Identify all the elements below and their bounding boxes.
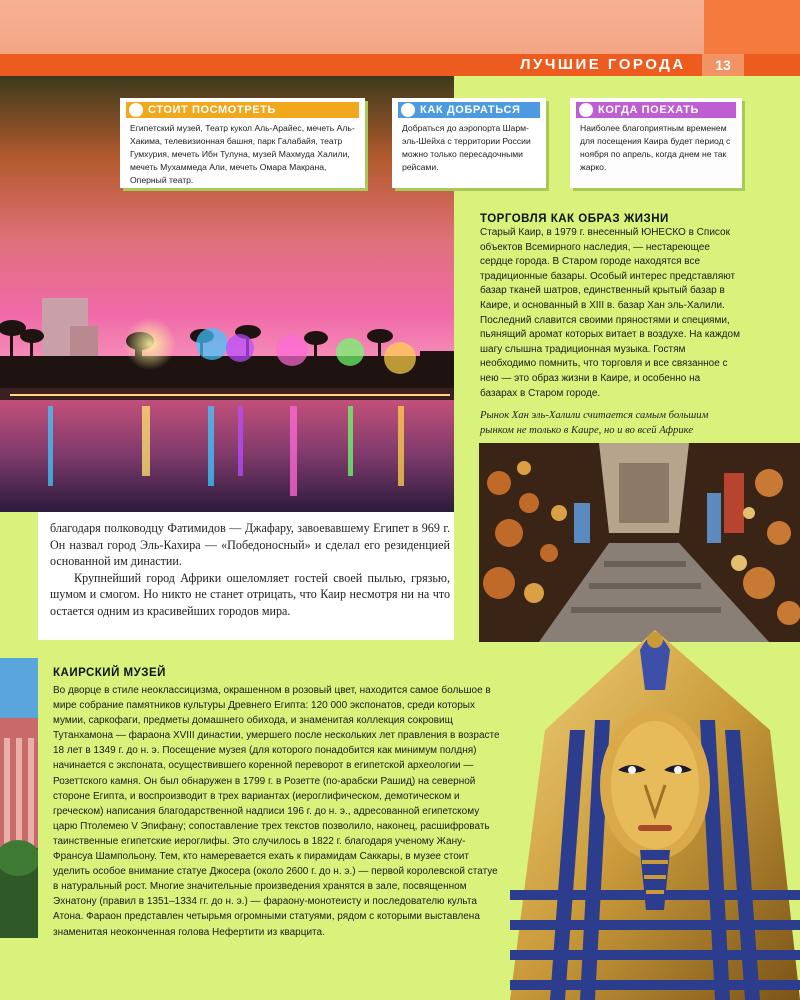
page-number: 13 bbox=[702, 54, 744, 76]
section-title: ЛУЧШИЕ ГОРОДА bbox=[520, 56, 686, 73]
info-box-getting-there-header bbox=[398, 102, 540, 118]
info-box-when-header bbox=[576, 102, 736, 118]
page-corner-tab bbox=[704, 0, 800, 55]
section-title-bar bbox=[0, 54, 800, 76]
info-box-when bbox=[570, 98, 742, 188]
page-top-band bbox=[0, 0, 800, 55]
trade-section bbox=[480, 213, 740, 438]
museum-heading: КАИРСКИЙ МУЗЕЙ bbox=[53, 667, 166, 679]
bus-icon bbox=[401, 103, 415, 117]
tutankhamun-mask-photo bbox=[510, 610, 800, 1000]
info-box-see bbox=[120, 98, 365, 188]
info-box-when-text: Наиболее благоприятным временем для посещения Каира будет период с ноября по апрель, когда днем не так жарко. bbox=[580, 123, 731, 172]
museum-building-photo bbox=[0, 658, 38, 938]
info-box-see-title: СТОИТ ПОСМОТРЕТЬ bbox=[148, 104, 276, 116]
history-text bbox=[50, 520, 450, 620]
history-paragraph-1: благодаря полководцу Фатимидов — Джафару, завоевавшему Египет в 969 г. Он назвал город Эль-Кахира — «Победоносный» и сделал его резиденцией основанной им династии. bbox=[50, 521, 450, 569]
trade-text: Старый Каир, в 1979 г. внесенный ЮНЕСКО в Список объектов Всемирного наследия, — нестареющее сердце города. В Старом городе находятся все традиционные базары. Особый интерес представляют базар тканей шатров, единственный крытый базар в Каире, и основанный в XIII в. базар Хан эль-Халили. Последний славится своими пряностями и специями, пьянящий аромат которых витает в воздухе. На каждом шагу слышна традиционная музыка. Гостям необходимо помнить, что торговля и все связанное с нею — это образ жизни в Каире, и особенно на базарах в Старом городе. bbox=[480, 227, 740, 399]
info-box-getting-there-title: КАК ДОБРАТЬСЯ bbox=[420, 104, 521, 116]
bazaar-caption: Рынок Хан эль-Халили считается самым большим рынком не только в Каире, но и во всей Африке bbox=[480, 410, 709, 437]
museum-text: Во дворце в стиле неоклассицизма, окрашенном в розовый цвет, находится самое большое в мире собрание памятников культуры Древнего Египта: 120 000 экспонатов, среди которых мумии, саркофаги, предметы домашнего обихода, и знаменитая коллекция сокровищ Тутанхамона — фараона XVIII династии, умершего после нескольких лет правления в возрасте 18 лет в 1349 г. до н. э. Посещение музея (для которого понадобится как минимум полдня) начинается с экспоната, осуществившего коренной переворот в египетской археологии — Розеттского камня. Он был обнаружен в 1799 г. в Розетте (по-арабски Рашид) на северной стороне Египта, и воспроизводит в трех вариантах (иероглифическом, демотическом и греческом) написания благодарственной надписи 196 г. до н. э., адресованной египетскому царю Птолемею V Эпифану; сопоставление трех текстов позволило, наконец, расшифровать таинственные египетские иероглифы. Это случилось в 1822 г. благодаря ученому Жану-Франсуа Шампольону. Тем, кто намеревается ехать к пирамидам Саккары, в музее стоит уделить особое внимание статуе Джосера (около 2600 г. до н. э.) — первой королевской статуе в натуральный рост. Многие значительные произведения хранятся в зале, посвященном Эхнатону (правил в 1351–1334 гг. до н. э.) — фараону-монотеисту и последователю культа Атона. Фараон представлен четырьмя огромными статуями, рядом с которыми выставлена знаменитая неоконченная голова Нефертити из кварцита. bbox=[53, 685, 500, 938]
trade-heading: ТОРГОВЛЯ КАК ОБРАЗ ЖИЗНИ bbox=[480, 213, 669, 225]
info-box-getting-there bbox=[392, 98, 546, 188]
globe-icon bbox=[579, 103, 593, 117]
info-box-getting-there-text: Добраться до аэропорта Шарм-эль-Шейха с территории России можно только пересадочными рейсами. bbox=[402, 123, 531, 172]
info-box-see-header bbox=[126, 102, 359, 118]
history-panel bbox=[38, 512, 454, 640]
info-box-see-text: Египетский музей, Театр кукол Аль-Арайес, мечеть Аль-Хакима, телевизионная башня, парк Галабайя, театр Гумхурия, мечеть Ибн Тулуна, музей Махмуда Халили, мечеть Мухаммеда Али, мечеть Омара Макрана, Оперный театр. bbox=[130, 123, 355, 185]
eye-icon bbox=[129, 103, 143, 117]
history-paragraph-2: Крупнейший город Африки ошеломляет гостей своей пылью, грязью, шумом и смогом. Но никто не станет отрицать, что Каир несмотря ни на что остается одним из красивейших городов мира. bbox=[50, 570, 450, 618]
info-box-when-title: КОГДА ПОЕХАТЬ bbox=[598, 104, 700, 116]
